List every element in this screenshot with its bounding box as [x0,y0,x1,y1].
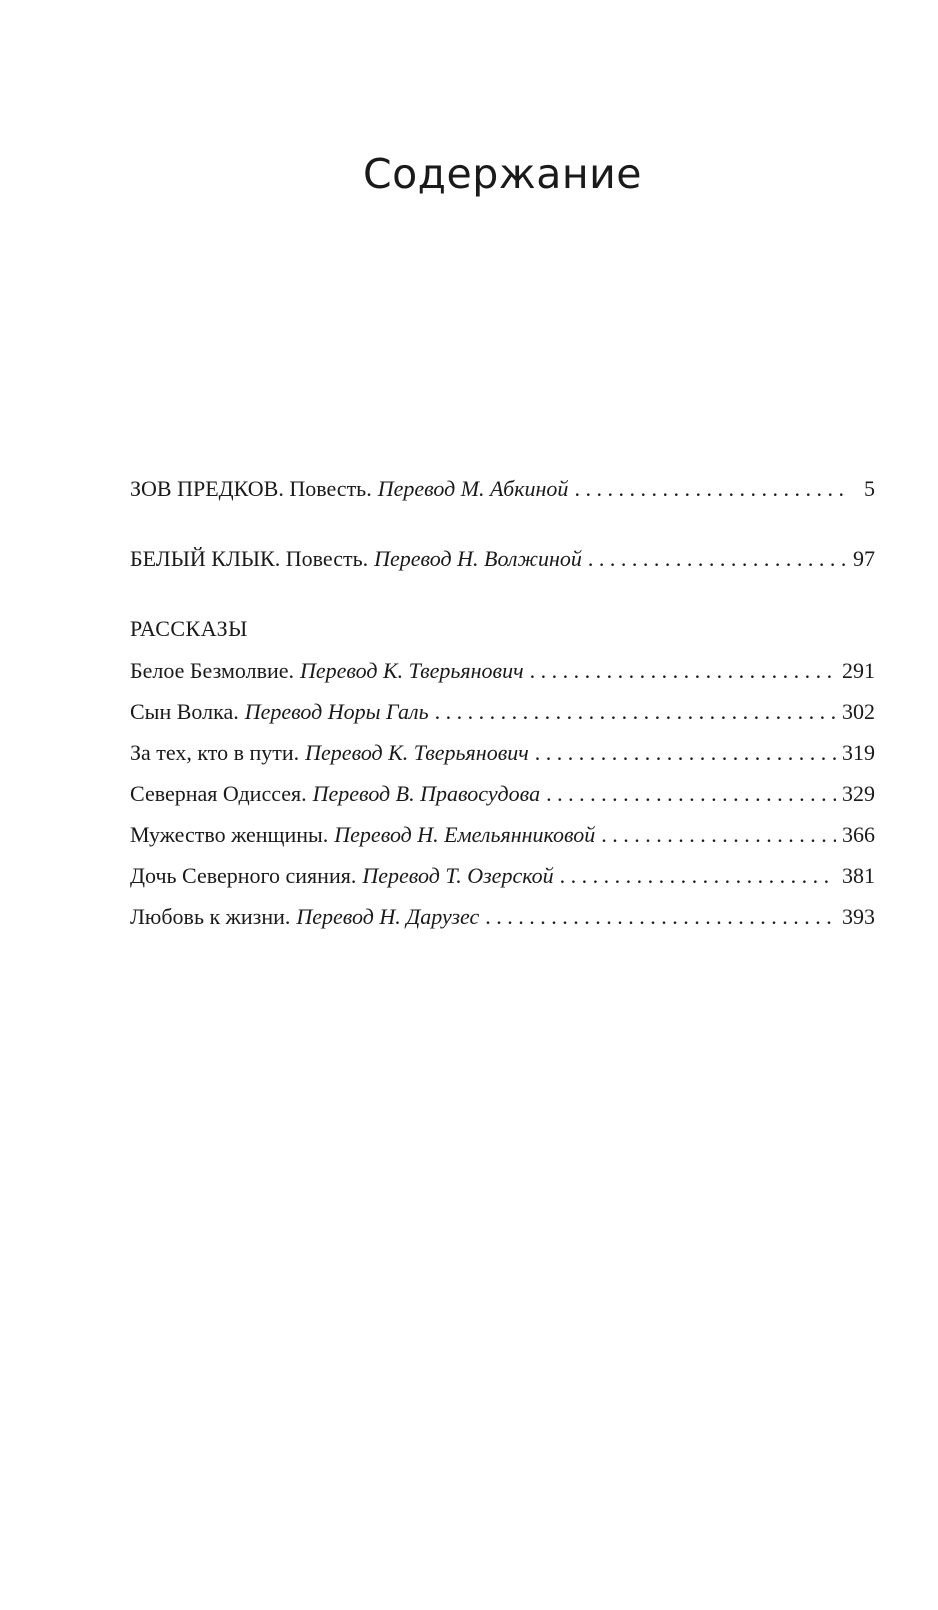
toc-entry-title: За тех, кто в пути. [130,740,300,765]
toc-entry-page: 5 [864,476,875,501]
toc-entry-page: 302 [842,699,875,724]
toc-entry-call-of-the-wild[interactable] [130,476,875,546]
dot-leader [574,476,847,502]
toc-entry-title: ЗОВ ПРЕДКОВ. Повесть. [130,476,372,501]
toc-entry-title: Дочь Северного сияния. [130,863,357,888]
toc-entry-translator: Перевод К. Тверьянович [300,658,524,683]
toc-entry-translator: Перевод В. Правосудова [312,781,541,806]
toc-entry-story[interactable] [130,781,875,822]
toc-entry-white-fang[interactable] [130,546,875,616]
toc-entry-story[interactable] [130,740,875,781]
toc-entry-page: 319 [842,740,875,765]
toc-entry-title: БЕЛЫЙ КЛЫК. Повесть. [130,546,369,571]
toc-entry-translator: Перевод Норы Галь [244,699,429,724]
dot-leader [535,740,836,766]
toc-entry-story[interactable] [130,904,875,945]
dot-leader [560,863,836,889]
toc-entry-story[interactable] [130,699,875,740]
dot-leader [546,781,836,807]
toc-entry-page: 366 [842,822,875,847]
toc-entry-page: 393 [842,904,875,929]
toc-entry-translator: Перевод К. Тверьянович [305,740,529,765]
toc-entry-translator: Перевод М. Абкиной [377,476,569,501]
toc-entry-title: Мужество женщины. [130,822,329,847]
toc-entry-page: 291 [842,658,875,683]
toc-entry-story[interactable] [130,658,875,699]
toc-entry-translator: Перевод Т. Озерской [362,863,554,888]
toc-entry-page: 329 [842,781,875,806]
section-heading-stories: РАССКАЗЫ [130,616,248,641]
toc-entry-story[interactable] [130,822,875,863]
toc-entry-title: Белое Безмолвие. [130,658,294,683]
table-of-contents [130,476,875,945]
dot-leader [530,658,836,684]
toc-entry-title: Любовь к жизни. [130,904,291,929]
dot-leader [485,904,836,930]
toc-entry-translator: Перевод Н. Емельянниковой [334,822,596,847]
toc-entry-page: 381 [842,863,875,888]
page-title: Содержание [362,150,643,198]
toc-entry-page: 97 [853,546,875,571]
toc-entry-title: Сын Волка. [130,699,239,724]
toc-entry-title: Северная Одиссея. [130,781,307,806]
toc-entry-story[interactable] [130,863,875,904]
toc-entry-translator: Перевод Н. Дарузес [296,904,480,929]
dot-leader [601,822,836,848]
dot-leader [588,546,847,572]
dot-leader [435,699,836,725]
toc-entry-translator: Перевод Н. Волжиной [374,546,582,571]
